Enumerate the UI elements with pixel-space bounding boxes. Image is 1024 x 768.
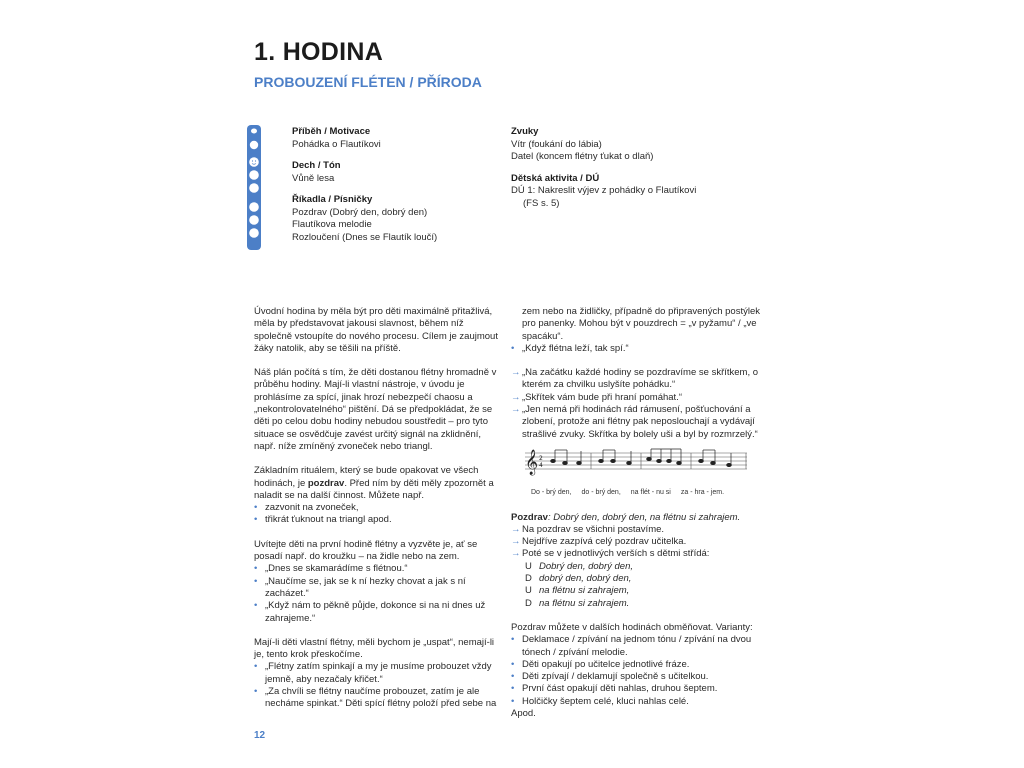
verse-row: U na flétnu si zahrajem, <box>525 585 630 597</box>
bullet-icon: • <box>254 575 258 587</box>
list-item: • „Když flétna leží, tak spí.“ <box>511 342 629 354</box>
arrow-icon: → <box>511 548 521 560</box>
lyric: do - brý den, <box>581 489 621 497</box>
verse-row: D dobrý den, dobrý den, <box>525 573 632 585</box>
list-item: → „Na začátku každé hodiny se pozdravíme se skřítkem, o kterém za chvilku uslyšíte pohádku.“ <box>511 367 759 391</box>
paragraph: zem nebo na židličky, případně do připravených postýlek pro panenky. Mohou být v pouzdrech = „v pyžamu“ / „ve spacáku“. <box>522 306 760 342</box>
bullet-icon: • <box>254 514 258 526</box>
list-item: • třikrát ťuknout na triangl apod. <box>254 514 392 526</box>
list-item: • „Za chvíli se flétny naučíme probouzet, zatím je ale necháme spinkat.“ Děti spící flétny položí před sebe na <box>254 686 497 710</box>
paragraph: Pozdrav můžete v dalších hodinách obměňovat. Varianty: <box>511 621 753 633</box>
list-item: → Nejdříve zazpívá celý pozdrav učitelka. <box>511 536 687 548</box>
list-item: • Deklamace / zpívání na jednom tónu / zpívání na dvou tónech / zpívání melodie. <box>511 634 752 658</box>
paragraph-text: . Před ním by děti měly zpozornět a naladit se na další činnost. Můžete např. <box>254 477 494 501</box>
pozdrav-keyword: pozdrav <box>307 477 345 489</box>
left-column <box>254 306 501 711</box>
bullet-icon: • <box>254 600 258 612</box>
info-line: Pozdrav (Dobrý den, dobrý den) <box>292 206 428 218</box>
bullet-icon: • <box>511 634 515 646</box>
paragraph: Náš plán počítá s tím, že děti dostanou flétny hromadně v průběhu hodiny. Mají-li vlastní nástroje, v úvodu je prohlásíme za spící, jinak hrozí nebezpečí chaosu a „nekontrolovatelného“ pištění. Dá se předpokládat, že se děti po celou dobu hodiny nebudou soustředit – pro tyto situace se osvědčuje zavést určitý signál na zklidnění, např. níže zmíněný zvoneček nebo triangl. <box>254 367 497 452</box>
page-subtitle: PROBOUZENÍ FLÉTEN / PŘÍRODA <box>254 74 482 90</box>
info-line: Datel (koncem flétny ťukat o dlaň) <box>511 151 654 162</box>
info-line: Pohádka o Flautíkovi <box>292 138 381 150</box>
bullet-icon: • <box>511 683 515 695</box>
bullet-icon: • <box>511 695 515 707</box>
list-item: → Poté se v jednotlivých verších s dětmi střídá: <box>511 548 710 560</box>
list-item: • „Naučíme se, jak se k ní hezky chovat a jak s ní zacházet.“ <box>254 575 466 599</box>
paragraph <box>511 512 763 524</box>
score-lyrics <box>511 487 763 499</box>
info-heading: Dětská aktivita / DÚ <box>511 172 600 184</box>
page-title: 1. HODINA <box>254 38 384 66</box>
music-score <box>511 447 747 489</box>
bullet-icon: • <box>254 661 258 673</box>
list-item: • „Když nám to pěkně půjde, dokonce si na ni dnes už zahrajeme.“ <box>254 600 486 624</box>
info-line: Rozloučení (Dnes se Flautík loučí) <box>292 231 438 243</box>
paragraph: Úvodní hodina by měla být pro děti maximálně přitažlivá, měla by představovat jakousi slavnost, během níž společně vstoupíte do nového procesu. Cílem je zaujmout žáky natolik, aby se těšili na příště. <box>254 306 498 354</box>
list-item: • „Dnes se skamarádíme s flétnou.“ <box>254 563 408 575</box>
info-line: Vítr (foukání do lábia) <box>511 138 602 150</box>
info-right <box>511 126 761 210</box>
paragraph-text: Základním rituálem, který se bude opakovat ve všech hodinách, je <box>254 465 479 489</box>
list-item: → „Jen nemá při hodinách rád rámusení, pošťuchování a zlobení, protože ani flétny pak neposlouchají a vydávají strašlivé zvuky. Skřítka by bolely uši a byl by rozmrzelý.“ <box>511 404 758 440</box>
arrow-icon: → <box>511 404 521 416</box>
paragraph: Uvítejte děti na první hodině flétny a vyzvěte je, ať se posadí např. do kroužku – na židle nebo na zem. <box>254 538 478 563</box>
info-line: (FS s. 5) <box>523 197 560 209</box>
page-number: 12 <box>254 730 266 741</box>
info-line: DÚ 1: Nakreslit výjev z pohádky o Flautíkovi <box>511 185 697 196</box>
info-heading: Příběh / Motivace <box>292 126 371 137</box>
info-line: Vůně lesa <box>292 172 335 184</box>
info-heading: Zvuky <box>511 126 539 137</box>
paragraph: Mají-li děti vlastní flétny, měli bychom je „uspat“, nemají-li je, tento krok přeskočíme. <box>254 636 495 661</box>
info-heading: Dech / Tón <box>292 160 341 171</box>
list-item: • „Flétny zatím spinkají a my je musíme probouzet vždy jemně, aby nezačaly křičet.“ <box>254 661 492 685</box>
arrow-icon: → <box>511 367 521 379</box>
verse-row: D na flétnu si zahrajem. <box>525 597 630 609</box>
info-line: Flautíkova melodie <box>292 219 372 230</box>
lyric: za - hra - jem. <box>680 489 725 497</box>
list-item: • zazvonit na zvoneček, <box>254 502 359 514</box>
list-item: • Děti zpívají / deklamují společně s učitelkou. <box>511 671 709 683</box>
arrow-icon: → <box>511 391 521 403</box>
verse-row: U Dobrý den, dobrý den, <box>525 560 634 572</box>
info-left <box>292 126 502 244</box>
arrow-icon: → <box>511 523 521 535</box>
paragraph: Apod. <box>511 708 536 720</box>
treble-clef-icon: 𝄞 <box>525 449 539 475</box>
list-item: → „Skřítek vám bude při hraní pomáhat.“ <box>511 391 682 403</box>
bullet-icon: • <box>511 671 515 683</box>
bullet-icon: • <box>254 686 258 698</box>
list-item: • Děti opakují po učitelce jednotlivé fráze. <box>511 658 690 670</box>
svg-text:2: 2 <box>539 454 543 462</box>
pozdrav-text: : Dobrý den, dobrý den, na flétnu si zahrajem. <box>547 511 741 523</box>
recorder-icon <box>245 125 263 250</box>
list-item: → Na pozdrav se všichni postavíme. <box>511 523 665 535</box>
lyric: Do - brý den, <box>531 489 572 497</box>
arrow-icon: → <box>511 536 521 548</box>
info-heading: Říkadla / Písničky <box>292 194 373 205</box>
svg-text:4: 4 <box>539 461 543 469</box>
paragraph <box>254 465 501 502</box>
lyric: na flét - nu si <box>630 489 671 497</box>
bullet-icon: • <box>254 502 258 514</box>
list-item: • První část opakují děti nahlas, druhou šeptem. <box>511 683 718 695</box>
right-column <box>511 306 763 720</box>
list-item: • Holčičky šeptem celé, kluci nahlas celé. <box>511 695 689 707</box>
bullet-icon: • <box>511 658 515 670</box>
bullet-icon: • <box>511 342 515 354</box>
pozdrav-label: Pozdrav <box>511 511 548 523</box>
bullet-icon: • <box>254 563 258 575</box>
